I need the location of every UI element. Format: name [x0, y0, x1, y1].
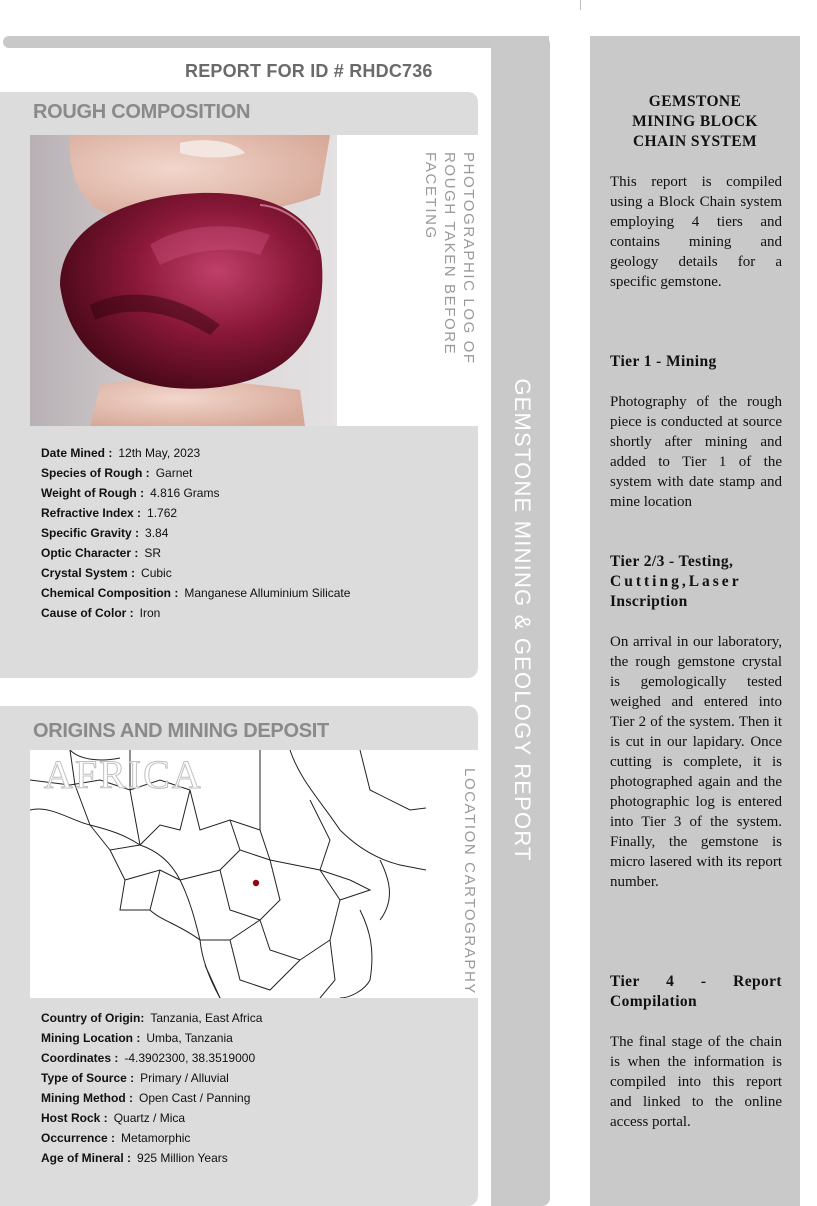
detail-label: Crystal System :: [41, 566, 136, 580]
detail-row: [41, 1108, 262, 1128]
tier1-heading: Tier 1 - Mining: [610, 353, 717, 370]
detail-label: Specific Gravity :: [41, 526, 140, 540]
detail-value: 4.816 Grams: [150, 486, 220, 500]
detail-value: Primary / Alluvial: [140, 1071, 229, 1085]
detail-row: [41, 1028, 262, 1048]
detail-row: [41, 1008, 262, 1028]
africa-map: [30, 750, 426, 998]
detail-row: [41, 1048, 262, 1068]
detail-value: Umba, Tanzania: [146, 1031, 233, 1045]
rough-details-list: [41, 443, 350, 623]
detail-value: Open Cast / Panning: [138, 1091, 251, 1105]
blockchain-title: [620, 92, 770, 152]
detail-label: Date Mined :: [41, 446, 113, 460]
rough-photo-caption: PHOTOGRAPHIC LOG OF ROUGH TAKEN BEFORE FACETING: [422, 152, 477, 365]
origins-heading: ORIGINS AND MINING DEPOSIT: [33, 720, 329, 742]
detail-label: Weight of Rough :: [41, 486, 145, 500]
detail-value: SR: [144, 546, 162, 560]
detail-row: [41, 503, 350, 523]
detail-value: Tanzania, East Africa: [150, 1011, 263, 1025]
detail-row: [41, 1068, 262, 1088]
tier4-text: The final stage of the chain is when the information is compiled into this report and linked to the online access portal.: [610, 1034, 782, 1130]
heading-line: Tier 2/3 - Testing,: [610, 553, 734, 570]
detail-row: [41, 483, 350, 503]
detail-row: [41, 523, 350, 543]
detail-label: Host Rock :: [41, 1111, 108, 1125]
detail-row: [41, 1148, 262, 1168]
detail-value: 12th May, 2023: [118, 446, 201, 460]
heading-line: Cutting,Laser: [610, 573, 742, 590]
tier23-heading: [610, 552, 782, 612]
spine-title: GEMSTONE MINING & GEOLOGY REPORT: [510, 378, 535, 862]
map-region-label: AFRICA: [44, 752, 203, 797]
detail-value: Iron: [139, 606, 161, 620]
detail-value: Cubic: [141, 566, 172, 580]
detail-label: Species of Rough :: [41, 466, 150, 480]
detail-row: [41, 603, 350, 623]
detail-label: Coordinates :: [41, 1051, 119, 1065]
detail-label: Country of Origin:: [41, 1011, 145, 1025]
detail-label: Age of Mineral :: [41, 1151, 132, 1165]
title-line: CHAIN SYSTEM: [632, 133, 758, 150]
detail-label: Occurrence :: [41, 1131, 116, 1145]
detail-label: Refractive Index :: [41, 506, 142, 520]
heading-line: Inscription: [610, 593, 688, 610]
detail-row: [41, 463, 350, 483]
detail-label: Mining Location :: [41, 1031, 141, 1045]
detail-row: [41, 443, 350, 463]
detail-row: [41, 1128, 262, 1148]
report-title: REPORT FOR ID # RHDC736: [185, 61, 433, 81]
detail-value: 1.762: [147, 506, 178, 520]
top-divider-tick: [580, 0, 581, 10]
detail-value: Manganese Alluminium Silicate: [184, 586, 351, 600]
detail-value: 3.84: [145, 526, 169, 540]
tier4-heading: Tier 4 - Report Compilation: [610, 973, 782, 1010]
tier1-text: Photography of the rough piece is conducted at source shortly after mining and added to Tier 1 of the system with date stamp and mine location: [610, 394, 782, 510]
detail-row: [41, 583, 350, 603]
detail-label: Type of Source :: [41, 1071, 135, 1085]
location-marker-icon: [253, 880, 259, 886]
detail-row: [41, 1088, 262, 1108]
rough-garnet-photo: [30, 135, 337, 426]
map-caption: LOCATION CARTOGRAPHY: [461, 768, 478, 996]
detail-label: Chemical Composition :: [41, 586, 179, 600]
detail-label: Optic Character :: [41, 546, 139, 560]
detail-value: Quartz / Mica: [113, 1111, 186, 1125]
origins-details-list: [41, 1008, 262, 1168]
title-line: GEMSTONE: [648, 93, 742, 110]
detail-row: [41, 543, 350, 563]
detail-value: Metamorphic: [121, 1131, 191, 1145]
detail-row: [41, 563, 350, 583]
detail-value: -4.3902300, 38.3519000: [124, 1051, 256, 1065]
detail-label: Cause of Color :: [41, 606, 134, 620]
detail-value: Garnet: [155, 466, 193, 480]
top-band: [3, 36, 549, 48]
tier23-text: On arrival in our laboratory, the rough gemstone crystal is gemologically tested weighed and entered into Tier 2 of the system. Then it is cut in our lapidary. Once cutting is complete, it is photographed again and the photographic log is entered into Tier 3 of the system. Finally, the gemstone is micro lasered with its report number.: [610, 634, 782, 890]
rough-composition-heading: ROUGH COMPOSITION: [33, 101, 251, 123]
detail-value: 925 Million Years: [137, 1151, 228, 1165]
blockchain-intro: This report is compiled using a Block Chain system employing 4 tiers and contains mining and geology details for a specific gemstone.: [610, 174, 782, 290]
detail-label: Mining Method :: [41, 1091, 133, 1105]
title-line: MINING BLOCK: [632, 113, 758, 130]
